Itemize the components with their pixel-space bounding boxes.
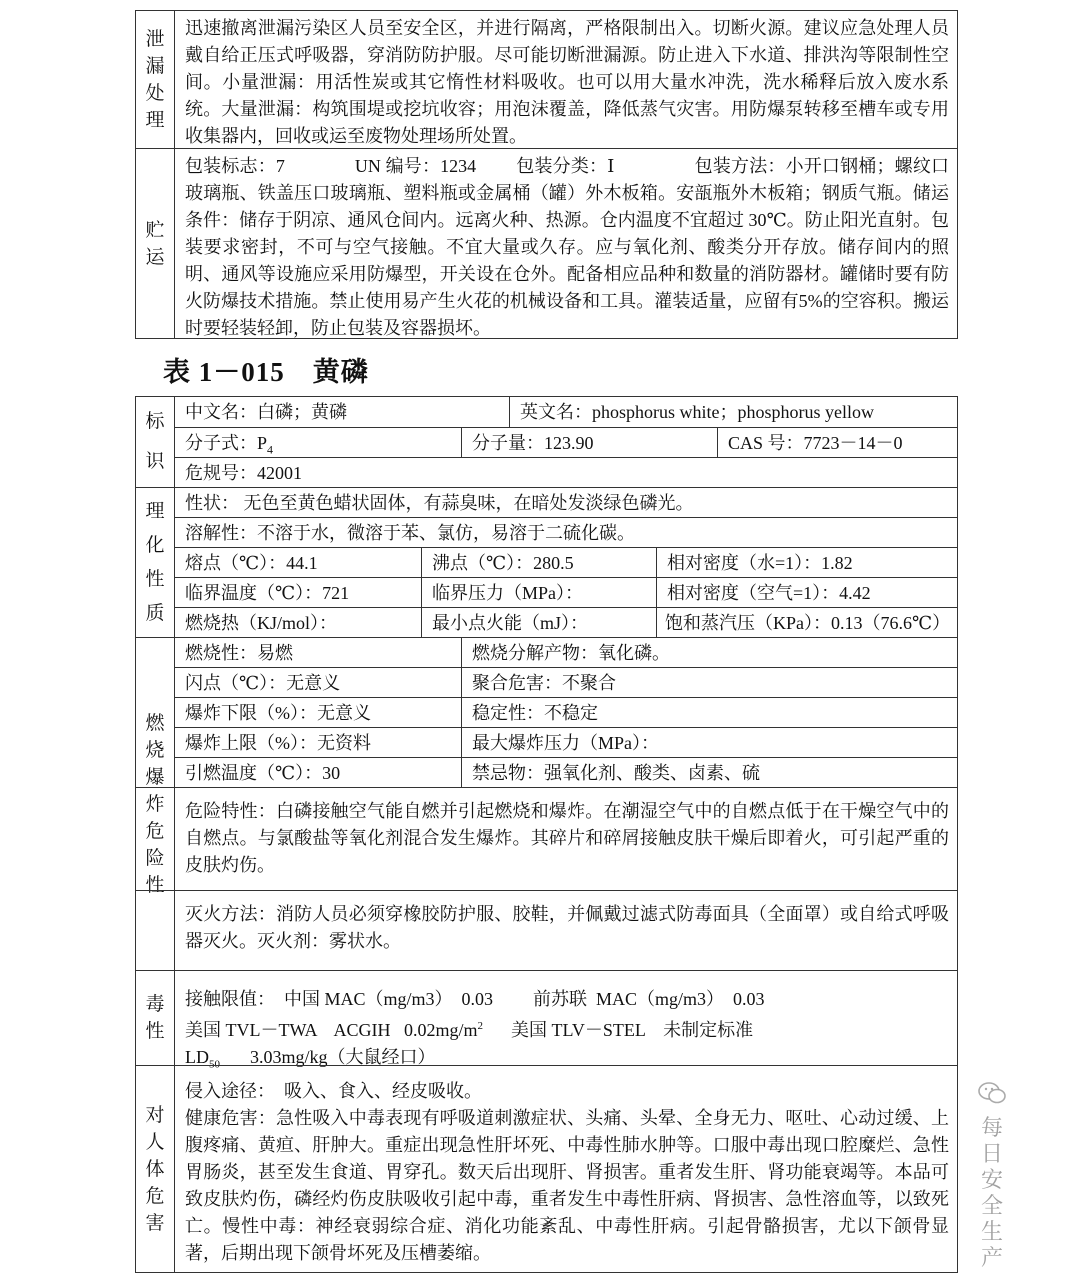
pack-class: 包装分类：Ⅰ [516, 156, 615, 176]
storage-body: 包装方法：小开口钢桶；螺纹口玻璃瓶、铁盖压口玻璃瓶、塑料瓶或金属桶（罐）外木板箱。安瓿瓶外木板箱；钢质气瓶。储运条件：储存于阴凉、通风仓间内。远离火种、热源。仓内温度不宜超过 30℃。防止阳光直射。包装要求密封，不可与空气接触。不宜大量或久存。应与氧化剂、酸类分开存放。储存间内的照明、通风等设施应采用防爆型，开关设在仓外。配备相应品种和数量的消防器材。罐储时要有防火防爆技术措施。禁止使用易产生火花的机械设备和工具。灌装适量，应留有5%的空容积。搬运时要轻装轻卸，防止包装及容器损坏。 [185, 156, 950, 338]
ld50-value: 3.03mg/kg（大鼠经口） [250, 1047, 436, 1067]
physchem-row-1 [174, 547, 957, 577]
vapor-pressure: 饱和蒸汽压（KPa）：0.13（76.6℃） [656, 608, 957, 637]
un-number: UN 编号：1234 [354, 156, 477, 176]
fire-property-2: 禁忌物：强氧化剂、酸类、卤素、硫 [461, 758, 957, 787]
us-tlv-stel: 美国 TLV－STEL 未制定标准 [511, 1020, 754, 1040]
hazard-text: 危险特性：白磷接触空气能自燃并引起燃烧和爆炸。在潮湿空气中的自燃点低于在干燥空气中的自燃点。与氯酸盐等氧化剂混合发生爆炸。其碎片和碎屑接触皮肤干燥后即着火，可引起严重的皮肤灼伤。 [174, 788, 957, 890]
watermark-text: 每日安全生产 [981, 1116, 1004, 1271]
solubility-row [174, 517, 957, 547]
critical-temp: 临界温度（℃）：721 [174, 578, 421, 607]
boiling-point: 沸点（℃）：280.5 [421, 548, 656, 577]
cas-number: CAS 号：7723－14－0 [717, 428, 957, 457]
min-ignition-energy: 最小点火能（mJ）： [421, 608, 656, 637]
fire-row [174, 667, 957, 697]
appearance-row [174, 487, 957, 517]
fire-property: 引燃温度（℃）：30 [174, 758, 461, 787]
physchem-label [136, 487, 174, 637]
fire-row [174, 757, 957, 787]
appearance: 性状： 无色至黄色蜡状固体，有蒜臭味，在暗处发淡绿色磷光。 [174, 488, 957, 517]
solubility: 溶解性：不溶于水，微溶于苯、氯仿，易溶于二硫化碳。 [174, 518, 957, 547]
fire-row [174, 727, 957, 757]
storage-label-text: 贮运 [145, 219, 165, 268]
toxicity-row [136, 970, 957, 1071]
health-hazard: 健康危害：急性吸入中毒表现有呼吸道刺激症状、头痛、头晕、全身无力、呕吐、心动过缓、上腹疼痛、黄疸、肝肿大。重症出现急性肝坏死、中毒性肺水肿等。口服中毒出现口腔糜烂、急性胃肠炎，甚至发生食道、胃穿孔。数天后出现肝、肾损害。重者发生肝、肾功能衰竭等。本品可致皮肤灼伤，磷经灼伤皮肤吸收引起中毒，重者发生中毒性肝病、肾损害、急性溶血等，以致死亡。慢性中毒：神经衰弱综合症、消化功能紊乱、中毒性肝病。引起骨骼损害，尤以下颌骨显著，后期出现下颌骨坏死及压槽萎缩。 [185, 1108, 949, 1263]
physchem-row-3 [174, 607, 957, 637]
critical-pressure: 临界压力（MPa）： [421, 578, 656, 607]
fire-property-2: 最大爆炸压力（MPa）： [461, 728, 957, 757]
leak-label-text: 泄漏处理 [145, 28, 165, 131]
fire-row [174, 697, 957, 727]
physchem-row-2 [174, 577, 957, 607]
fire-row [174, 637, 957, 667]
fire-property-2: 燃烧分解产物：氧化磷。 [461, 638, 957, 667]
leak-row [136, 11, 957, 148]
id-row-1 [136, 397, 957, 427]
density-air: 相对密度（空气=1）：4.42 [656, 578, 957, 607]
top-table [135, 10, 958, 339]
wechat-icon [977, 1080, 1007, 1112]
us-tlv-twa: 美国 TVL－TWA ACGIH 0.02mg/m [185, 1020, 478, 1040]
toxicity-line-2 [185, 1013, 949, 1044]
page-title: 表 1－015 黄磷 [163, 357, 369, 387]
fire-property: 燃烧性：易燃 [174, 638, 461, 667]
hazard-row [136, 787, 957, 890]
unit-sup: 2 [477, 1020, 483, 1032]
storage-text [174, 149, 957, 338]
fire-property-2: 稳定性：不稳定 [461, 698, 957, 727]
extinguish-text: 灭火方法：消防人员必须穿橡胶防护服、胶鞋，并佩戴过滤式防毒面具（全面罩）或自给式呼吸器灭火。灭火剂：雾状水。 [174, 891, 957, 970]
extinguish-row [136, 890, 957, 970]
cn-name: 中文名：白磷；黄磷 [174, 397, 509, 427]
pack-mark: 包装标志：7 [185, 156, 285, 176]
formula [174, 428, 461, 457]
ussr-mac: 前苏联 MAC（mg/m3） 0.03 [533, 989, 765, 1009]
ld50-label: LD [185, 1047, 209, 1067]
health-row [136, 1065, 957, 1272]
identification-label-text: 标识 [145, 411, 165, 472]
fire-property: 爆炸下限（%）：无意义 [174, 698, 461, 727]
melting-point: 熔点（℃）：44.1 [174, 548, 421, 577]
leak-text: 迅速撤离泄漏污染区人员至安全区，并进行隔离，严格限制出入。切断火源。建议应急处理人员戴自给正压式呼吸器，穿消防防护服。尽可能切断泄漏源。防止进入下水道、排洪沟等限制性空间。小量泄漏：用活性炭或其它惰性材料吸收。也可以用大量水冲洗，洗水稀释后放入废水系统。大量泄漏：构筑围堤或挖坑收容；用泡沫覆盖，降低蒸气灾害。用防爆泵转移至槽车或专用收集器内，回收或运至废物处理场所处置。 [174, 11, 957, 148]
en-name: 英文名：phosphorus white；phosphorus yellow [509, 397, 957, 427]
main-table [135, 396, 958, 1273]
china-mac: 接触限值： 中国 MAC（mg/m3） 0.03 [185, 989, 494, 1009]
storage-row [136, 148, 957, 338]
fire-property-2: 聚合危害：不聚合 [461, 668, 957, 697]
fire-property: 闪点（℃）：无意义 [174, 668, 461, 697]
density-water: 相对密度（水=1）：1.82 [656, 548, 957, 577]
toxicity-text [174, 971, 957, 1071]
fire-property: 爆炸上限（%）：无资料 [174, 728, 461, 757]
toxicity-label-text: 毒性 [145, 994, 165, 1042]
fire-label-text: 燃烧爆炸危险性 [145, 712, 165, 896]
hazard-number: 危规号：42001 [174, 458, 957, 487]
physchem-label-text: 理化性质 [145, 500, 165, 624]
ld50-sub: 50 [209, 1058, 220, 1071]
combustion-heat: 燃烧热（KJ/mol）： [174, 608, 421, 637]
mol-weight: 分子量：123.90 [461, 428, 717, 457]
toxicity-line-1 [185, 986, 949, 1013]
formula-text: 分子式：P [185, 433, 268, 453]
health-text [174, 1066, 957, 1272]
id-row-3 [174, 457, 957, 487]
health-label-text: 对人体危害 [145, 1104, 165, 1234]
watermark [972, 1080, 1012, 1272]
formula-sub: 4 [267, 442, 274, 457]
id-row-2 [174, 427, 957, 457]
exposure-route: 侵入途径： 吸入、食入、经皮吸收。 [185, 1081, 482, 1101]
